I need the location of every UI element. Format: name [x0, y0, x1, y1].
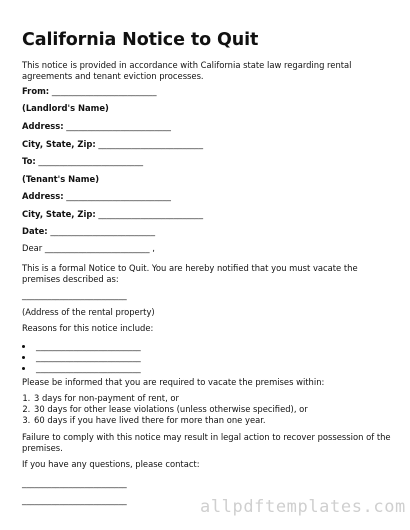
- date-label: Date:: [22, 226, 48, 236]
- contact-blank: _________________________: [22, 495, 127, 505]
- reason-item: • _________________________: [34, 352, 141, 363]
- landlord-address-blank: _________________________: [66, 121, 171, 131]
- tenant-address-label: Address:: [22, 191, 64, 201]
- dear-line: Dear _________________________ ,: [22, 243, 155, 253]
- vacate-label: Please be informed that you are required to vacate the premises within:: [22, 377, 325, 387]
- tenant-address-blank: _________________________: [66, 191, 171, 201]
- landlord-city-line: [22, 139, 203, 150]
- landlord-city-label: City, State, Zip:: [22, 139, 96, 149]
- premises-blank: _________________________: [22, 290, 127, 300]
- period-item: 1. 3 days for non-payment of rent, or: [33, 393, 308, 404]
- tenant-address-line: [22, 191, 171, 202]
- reasons-list: [22, 341, 141, 375]
- tenant-city-line: [22, 209, 203, 220]
- landlord-address-label: Address:: [22, 121, 64, 131]
- notice-paragraph: This is a formal Notice to Quit. You are hereby notified that you must vacate the premises described as:: [22, 263, 358, 284]
- contact-label: If you have any questions, please contact:: [22, 459, 200, 469]
- to-blank: _________________________: [38, 156, 144, 166]
- landlord-name-caption: (Landlord's Name): [22, 103, 109, 113]
- from-blank: _________________________: [51, 86, 157, 96]
- tenant-city-blank: _________________________: [98, 209, 204, 219]
- date-blank: _________________________: [50, 226, 155, 236]
- date-line: [22, 226, 155, 237]
- period-item: 3. 60 days if you have lived there for more than one year.: [33, 415, 308, 426]
- landlord-city-blank: _________________________: [98, 139, 204, 149]
- tenant-name-caption: (Tenant's Name): [22, 174, 100, 184]
- reason-item: • _________________________: [34, 363, 141, 374]
- intro-paragraph: This notice is provided in accordance with California state law regarding rental agreements and tenant eviction processes.: [22, 60, 352, 81]
- watermark: allpdftemplates.com: [200, 497, 406, 517]
- reasons-label: Reasons for this notice include:: [22, 323, 154, 333]
- contact-blank: _________________________: [22, 478, 127, 488]
- premises-caption: (Address of the rental property): [22, 307, 155, 317]
- tenant-city-label: City, State, Zip:: [22, 209, 96, 219]
- to-label: To:: [22, 156, 36, 166]
- document-title: California Notice to Quit: [22, 30, 259, 50]
- period-item: 2. 30 days for other lease violations (unless otherwise specified), or: [33, 404, 308, 415]
- from-label: From:: [22, 86, 50, 96]
- reason-item: • _________________________: [34, 341, 141, 352]
- from-line: [22, 86, 157, 97]
- landlord-address-line: [22, 121, 171, 132]
- to-line: [22, 156, 143, 167]
- periods-list: [22, 393, 308, 427]
- failure-paragraph: Failure to comply with this notice may result in legal action to recover possession of the premises.: [22, 432, 391, 453]
